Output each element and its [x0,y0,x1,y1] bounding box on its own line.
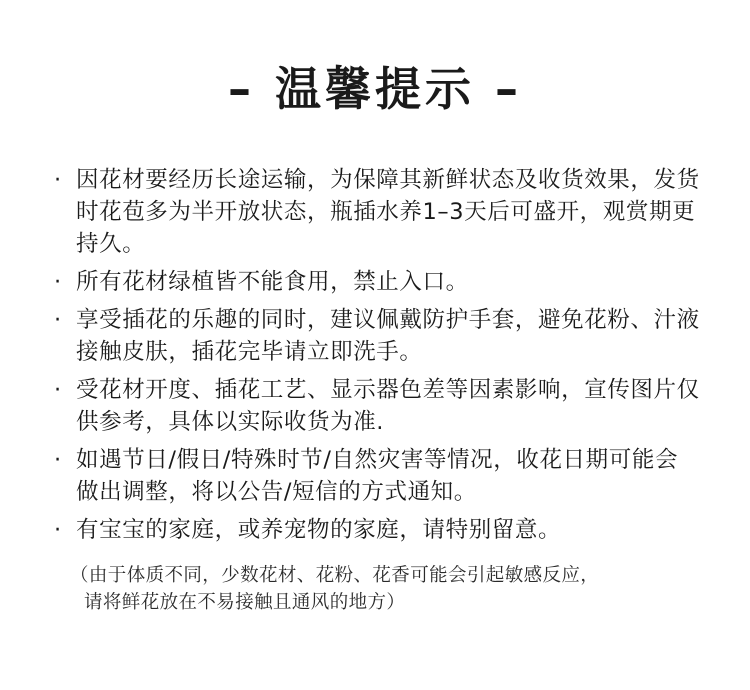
notice-text: 因花材要经历长途运输，为保障其新鲜状态及收货效果，发货时花苞多为半开放状态，瓶插水养1–3天后可盛开，观赏期更持久。 [76,167,700,257]
notice-list [50,164,700,552]
bullet-icon: · [54,167,62,193]
notice-item-family [50,514,700,546]
page-title [0,58,750,120]
notice-item-holiday [50,444,700,508]
title-text: 温馨提示 [275,62,475,116]
notice-item-reference [50,374,700,438]
notice-item-transport [50,164,700,260]
bullet-icon: · [54,307,62,333]
notice-text: 如遇节日/假日/特殊时节/自然灾害等情况，收花日期可能会做出调整，将以公告/短信的方式通知。 [76,447,679,505]
bullet-icon: · [54,377,62,403]
allergy-footnote [70,562,710,616]
notice-text: 受花材开度、插花工艺、显示器色差等因素影响，宣传图片仅供参考，具体以实际收货为准. [76,377,700,435]
notice-text: 有宝宝的家庭，或养宠物的家庭，请特别留意。 [76,517,562,543]
notice-text: 享受插花的乐趣的同时，建议佩戴防护手套，避免花粉、汁液接触皮肤，插花完毕请立即洗手。 [76,307,700,365]
notice-item-inedible [50,266,700,298]
footnote-line-2: 请将鲜花放在不易接触且通风的地方） [84,592,406,613]
footnote-line-1: （由于体质不同，少数花材、花粉、花香可能会引起敏感反应， [70,565,600,586]
notice-text: 所有花材绿植皆不能食用，禁止入口。 [76,269,469,295]
notice-item-gloves [50,304,700,368]
bullet-icon: · [54,517,62,543]
bullet-icon: · [54,447,62,473]
title-right-dash: – [495,62,523,116]
title-left-dash: – [227,62,255,116]
bullet-icon: · [54,269,62,295]
